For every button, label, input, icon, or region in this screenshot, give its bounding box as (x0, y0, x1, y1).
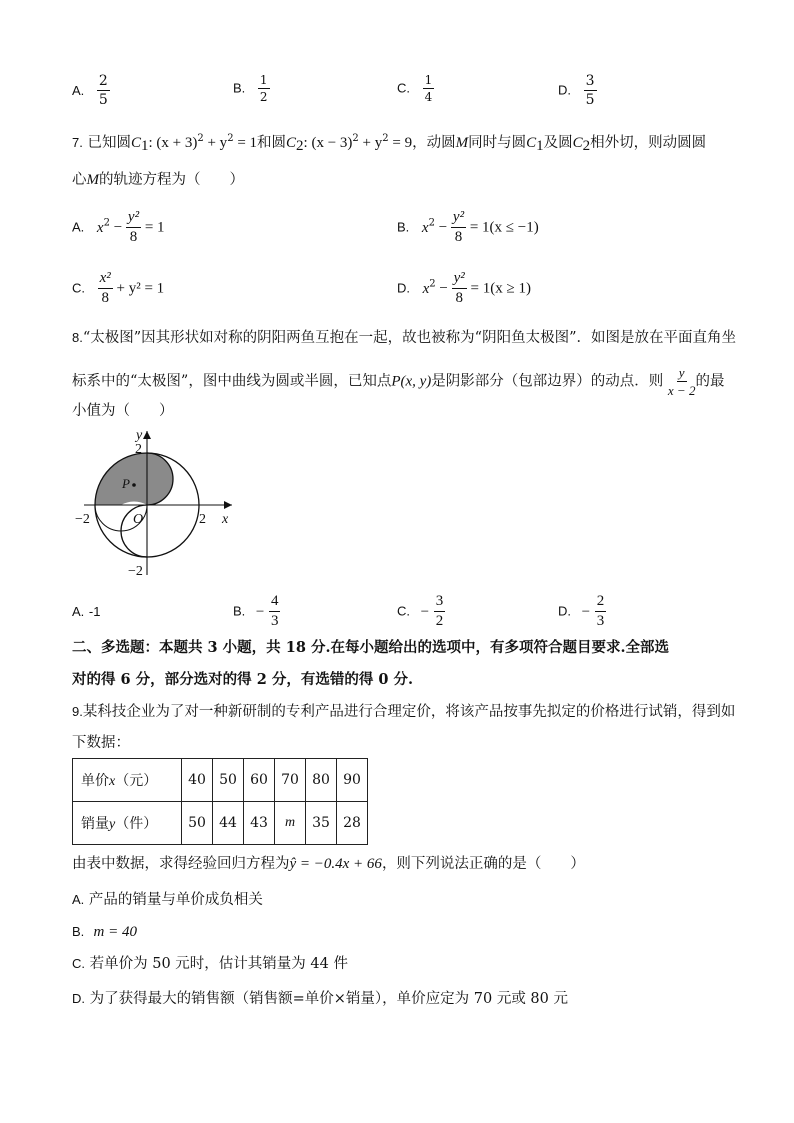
table-cell: 60 (244, 759, 275, 802)
taiji-figure (70, 425, 240, 585)
q9-stem-line1: 9.某科技企业为了对一种新研制的专利产品进行合理定价，将该产品按事先拟定的价格进行试销，得到如 (72, 704, 736, 720)
table-cell: 40 (182, 759, 213, 802)
table-cell: 44 (213, 802, 244, 845)
data-table (72, 758, 368, 845)
fraction: $\frac{2}{5}$ (98, 73, 108, 108)
q9-option-d: D. 为了获得最大的销售额（销售额=单价×销量），单价应定为 70 元或 80 元 (72, 991, 568, 1007)
section2-line2: 对的得 6 分，部分选对的得 2 分，有选错的得 0 分. (72, 671, 414, 688)
table-cell: m (275, 802, 306, 845)
q6-option-a (72, 74, 110, 107)
fraction: $\frac{\text{x²}}{8}$ (99, 270, 111, 306)
table-cell: 50 (213, 759, 244, 802)
point-p-label: P (122, 476, 130, 491)
q6-option-d: D. $\frac{3}{5}$ (558, 73, 595, 108)
fraction: $\frac{3}{5}$ (585, 73, 595, 108)
q6-option-c: C. $\frac{1}{4}$ (397, 73, 433, 104)
fraction: $\frac{3}{2}$ (435, 593, 444, 629)
tick-bottom: −2 (128, 564, 143, 579)
table-cell: 43 (244, 802, 275, 845)
tick-right: 2 (199, 512, 206, 527)
section2-line1: 二、多选题：本题共 3 小题，共 18 分.在每小题给出的选项中，有多项符合题目要求.全部选 (72, 639, 670, 656)
fraction: $\frac{\text{y²}}{8}$ (127, 209, 140, 245)
q9-option-a: A. 产品的销量与单价成负相关 (72, 892, 263, 908)
q9-stem-line2: 下数据： (72, 735, 130, 751)
table-cell: 90 (337, 759, 368, 802)
q7-option-b: B. $x^2$ − $\frac{\text{y²}}{8}$ = 1(x ≤ −1) (397, 209, 539, 245)
fraction: $\frac{1}{2}$ (259, 73, 268, 104)
fraction: $\frac{\text{y²}}{8}$ (453, 270, 465, 306)
q7-option-d: D. $x^2$ − $\frac{\text{y²}}{8}$ = 1(x ≥ 1) (397, 270, 531, 306)
fraction: $\frac{\text{y²}}{8}$ (452, 209, 465, 245)
table-cell: 28 (337, 802, 368, 845)
q8-option-b: B. − $\frac{4}{3}$ (233, 593, 279, 629)
q7-stem-line1: 7. 已知圆$C_1$: $(x + 3)^2 + y^2 = 1$和圆$C_2$: $(x - 3)^2 + y^2 = 9$，动圆M同时与圆$C_1$及圆$C_2$相外切，则动圆圆 (72, 133, 707, 154)
q8-stem-line2: 标系中的“太极图”，图中曲线为圆或半圆，已知点P(x, y)是阴影部分（包部边界）的动点．则 $\frac{y}{x - 2}$ 的最 (72, 365, 725, 398)
x-axis-label: x (222, 512, 229, 527)
option-label: A. (72, 82, 85, 98)
tick-left: −2 (75, 512, 90, 527)
table-cell: 70 (275, 759, 306, 802)
fraction: $\frac{1}{4}$ (424, 73, 433, 104)
table-header-cell: 单价x（元） (73, 759, 182, 802)
table-row (73, 802, 368, 845)
fraction: $\frac{4}{3}$ (270, 593, 279, 629)
q8-stem-line1: 8.“太极图”因其形状如对称的阴阳两鱼互抱在一起，故也被称为“阴阳鱼太极图”．如图是放在平面直角坐 (72, 330, 736, 346)
q9-after-table: 由表中数据，求得经验回归方程为ŷ = −0.4x + 66，则下列说法正确的是（ ） (72, 856, 585, 872)
table-header-cell: 销量y（件） (73, 802, 182, 845)
q6-option-b: B. $\frac{1}{2}$ (233, 73, 268, 104)
fraction: $\frac{y}{x - 2}$ (667, 365, 696, 398)
q9-option-b: B. m = 40 (72, 924, 137, 940)
table-row (73, 759, 368, 802)
point-p (132, 483, 136, 487)
fraction: $\frac{2}{3}$ (596, 593, 605, 629)
table-cell: 50 (182, 802, 213, 845)
q8-stem-line3: 小值为（ ） (72, 403, 174, 419)
origin-label: O (133, 512, 144, 527)
q7-option-c: C. $\frac{\text{x²}}{8}$ + y² = 1 (72, 270, 165, 306)
table-cell: 35 (306, 802, 337, 845)
y-axis-label: y (136, 428, 143, 443)
tick-top: 2 (135, 442, 142, 457)
q7-option-a: A. $x^2$ − $\frac{\text{y²}}{8}$ = 1 (72, 209, 165, 245)
q8-option-a: A. -1 (72, 604, 101, 619)
q9-option-c: C. 若单价为 50 元时，估计其销量为 44 件 (72, 956, 348, 972)
q8-option-c: C. − $\frac{3}{2}$ (397, 593, 444, 629)
table-cell: 80 (306, 759, 337, 802)
q7-stem-line2: 心M的轨迹方程为（ ） (72, 172, 244, 188)
q8-option-d: D. − $\frac{2}{3}$ (558, 593, 605, 629)
